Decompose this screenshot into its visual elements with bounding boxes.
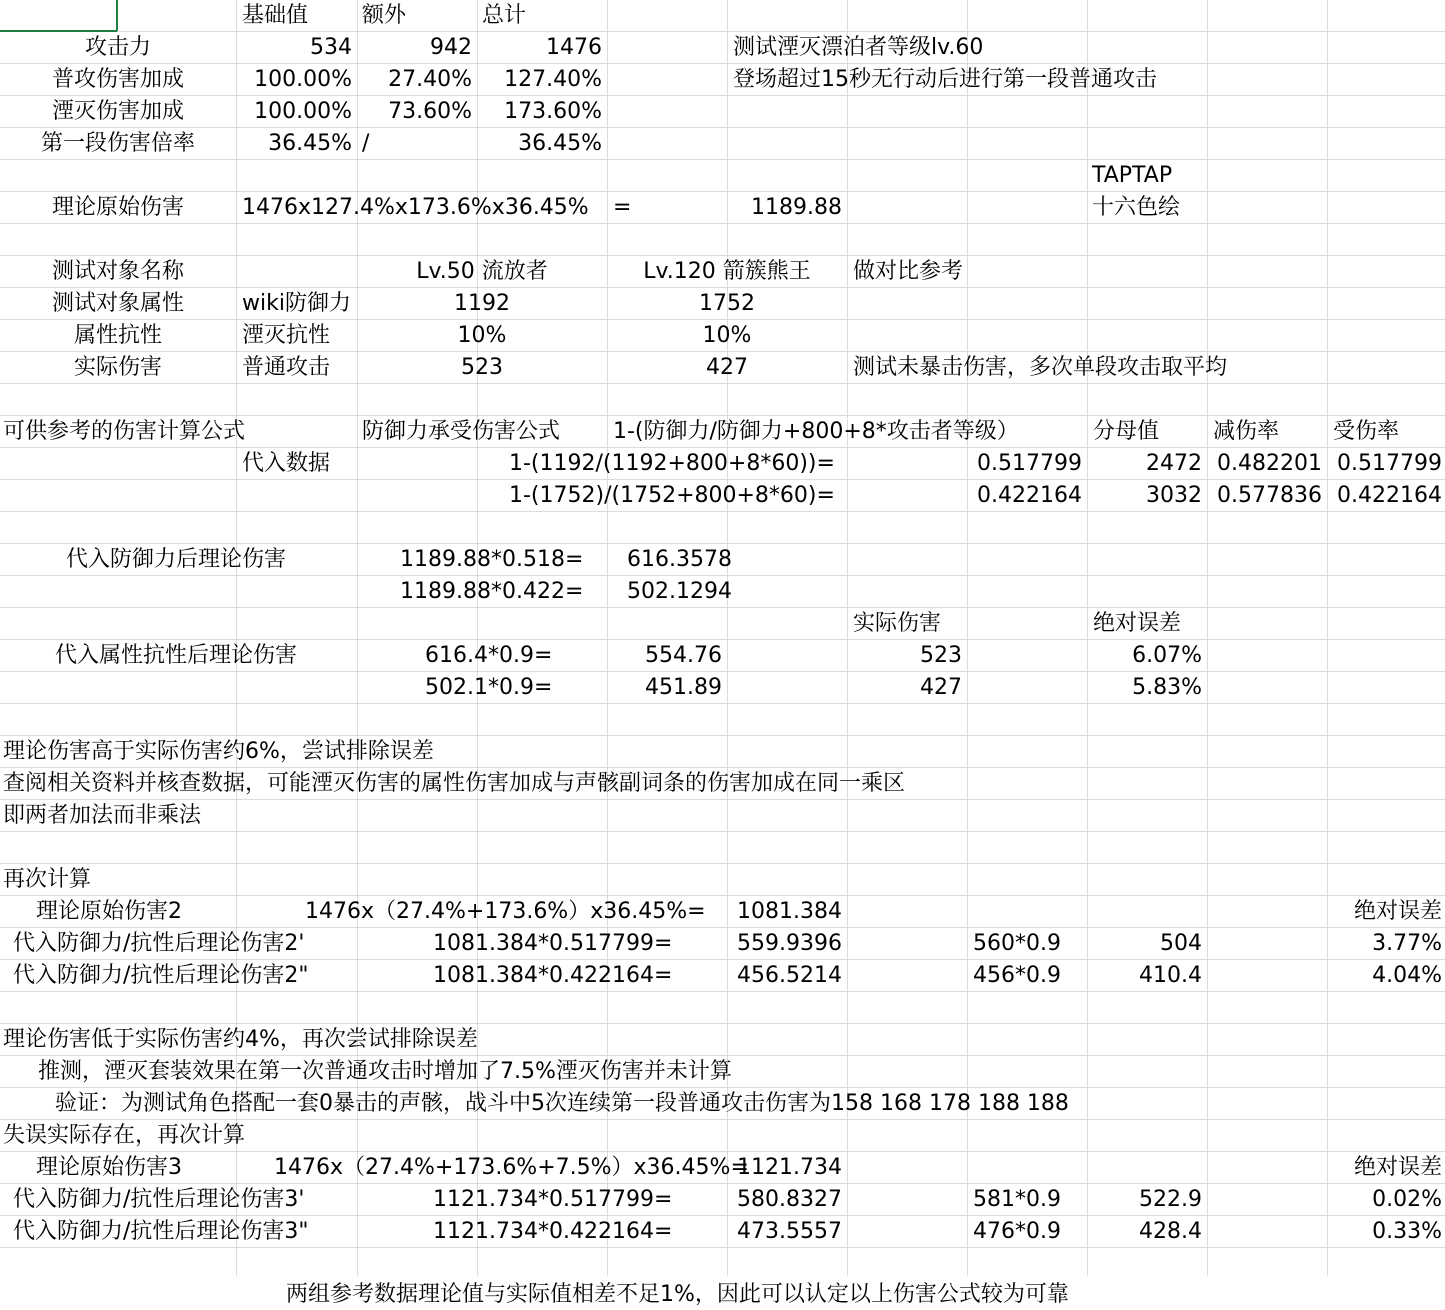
raw-value[interactable]: 1189.88 bbox=[751, 195, 842, 220]
res-label[interactable]: 属性抗性 bbox=[73, 323, 162, 348]
def-expr[interactable]: 1-(1192/(1192+800+8*60))= bbox=[509, 451, 835, 476]
target-2-res[interactable]: 10% bbox=[702, 323, 752, 348]
header-base[interactable]: 基础值 bbox=[242, 3, 309, 28]
analysis-line[interactable]: 理论伤害低于实际伤害约4%，再次尝试排除误差 bbox=[3, 1027, 478, 1052]
formula-label[interactable]: 防御力承受伤害公式 bbox=[362, 419, 561, 444]
analysis-line[interactable]: 理论伤害高于实际伤害约6%，尝试排除误差 bbox=[3, 739, 434, 764]
raw-label[interactable]: 理论原始伤害 bbox=[51, 195, 184, 220]
target-2-dmg[interactable]: 427 bbox=[706, 355, 748, 380]
recalc2-label[interactable]: 代入防御力/抗性后理论伤害2" bbox=[13, 963, 309, 988]
def-taken[interactable]: 0.422164 bbox=[1337, 483, 1442, 508]
after-res-actual[interactable]: 523 bbox=[920, 643, 962, 668]
raw-eq[interactable]: = bbox=[613, 195, 632, 220]
recalc3-value[interactable]: 473.5557 bbox=[737, 1219, 842, 1244]
stat-total[interactable]: 127.40% bbox=[504, 67, 602, 92]
brand-line2[interactable]: 十六色绘 bbox=[1092, 195, 1181, 220]
recalc2-expr[interactable]: 1081.384*0.422164= bbox=[433, 963, 673, 988]
stat-total[interactable]: 173.60% bbox=[504, 99, 602, 124]
def-taken[interactable]: 0.517799 bbox=[1337, 451, 1442, 476]
recalc2-round[interactable]: 456*0.9 bbox=[973, 963, 1061, 988]
col-reduce[interactable]: 减伤率 bbox=[1213, 419, 1280, 444]
target-1-def[interactable]: 1192 bbox=[454, 291, 510, 316]
recalc3-error[interactable]: 0.33% bbox=[1372, 1219, 1442, 1244]
recalc2-error[interactable]: 3.77% bbox=[1372, 931, 1442, 956]
stat-extra[interactable]: / bbox=[362, 131, 370, 156]
analysis-line[interactable]: 推测，湮灭套装效果在第一次普通攻击时增加了7.5%湮灭伤害并未计算 bbox=[38, 1059, 732, 1084]
recalc-title[interactable]: 再次计算 bbox=[3, 867, 92, 892]
after-def-value[interactable]: 616.3578 bbox=[627, 547, 732, 572]
col-denom[interactable]: 分母值 bbox=[1093, 419, 1160, 444]
grid-line bbox=[0, 831, 1445, 832]
stat-base[interactable]: 534 bbox=[310, 35, 352, 60]
target-name-label[interactable]: 测试对象名称 bbox=[51, 259, 184, 284]
raw3-value[interactable]: 1121.734 bbox=[737, 1155, 842, 1180]
header-extra[interactable]: 额外 bbox=[362, 3, 407, 28]
after-res-error[interactable]: 5.83% bbox=[1132, 675, 1202, 700]
analysis-line[interactable]: 查阅相关资料并核查数据，可能湮灭伤害的属性伤害加成与声骸副词条的伤害加成在同一乘区 bbox=[3, 771, 906, 796]
after-res-value[interactable]: 451.89 bbox=[645, 675, 722, 700]
raw2-label[interactable]: 理论原始伤害2 bbox=[36, 899, 182, 924]
col-taken[interactable]: 受伤率 bbox=[1333, 419, 1400, 444]
conclusion[interactable]: 两组参考数据理论值与实际值相差不足1%，因此可以认定以上伤害公式较为可靠 bbox=[286, 1282, 1069, 1307]
recalc3-expr[interactable]: 1121.734*0.422164= bbox=[433, 1219, 673, 1244]
recalc3-final[interactable]: 428.4 bbox=[1139, 1219, 1202, 1244]
grid-line bbox=[0, 895, 1445, 896]
after-res-expr[interactable]: 502.1*0.9= bbox=[425, 675, 553, 700]
after-def-expr[interactable]: 1189.88*0.518= bbox=[400, 547, 584, 572]
recalc3-label[interactable]: 代入防御力/抗性后理论伤害3" bbox=[13, 1219, 309, 1244]
recalc3-round[interactable]: 476*0.9 bbox=[973, 1219, 1061, 1244]
analysis-line[interactable]: 即两者加法而非乘法 bbox=[3, 803, 202, 828]
stat-label[interactable]: 湮灭伤害加成 bbox=[51, 99, 184, 124]
raw-formula[interactable]: 1476x127.4%x173.6%x36.45% bbox=[242, 195, 589, 220]
def-label[interactable]: wiki防御力 bbox=[242, 291, 351, 316]
recalc2-label[interactable]: 代入防御力/抗性后理论伤害2' bbox=[13, 931, 305, 956]
col-error[interactable]: 绝对误差 bbox=[1093, 611, 1182, 636]
after-res-value[interactable]: 554.76 bbox=[645, 643, 722, 668]
raw3-formula[interactable]: 1476x（27.4%+173.6%+7.5%）x36.45%= bbox=[274, 1155, 749, 1180]
recalc2-final[interactable]: 504 bbox=[1160, 931, 1202, 956]
recalc2-value[interactable]: 456.5214 bbox=[737, 963, 842, 988]
analysis-line[interactable]: 验证：为测试角色搭配一套0暴击的声骸，战斗中5次连续第一段普通攻击伤害为158 168 178 188 188 bbox=[55, 1091, 1069, 1116]
target-2-name[interactable]: Lv.120 箭簇熊王 bbox=[643, 259, 811, 284]
def-denom[interactable]: 2472 bbox=[1146, 451, 1202, 476]
dmg-type[interactable]: 普通攻击 bbox=[242, 355, 331, 380]
def-result[interactable]: 0.422164 bbox=[977, 483, 1082, 508]
recalc3-round[interactable]: 581*0.9 bbox=[973, 1187, 1061, 1212]
raw2-formula[interactable]: 1476x（27.4%+173.6%）x36.45%= bbox=[305, 899, 706, 924]
dmg-label[interactable]: 实际伤害 bbox=[73, 355, 162, 380]
stat-extra[interactable]: 27.40% bbox=[388, 67, 472, 92]
sub-label[interactable]: 代入数据 bbox=[242, 451, 331, 476]
stat-base[interactable]: 36.45% bbox=[268, 131, 352, 156]
recalc2-round[interactable]: 560*0.9 bbox=[973, 931, 1061, 956]
after-def-expr[interactable]: 1189.88*0.422= bbox=[400, 579, 584, 604]
raw3-label[interactable]: 理论原始伤害3 bbox=[36, 1155, 182, 1180]
tester-note[interactable]: 测试湮灭漂泊者等级lv.60 bbox=[733, 35, 984, 60]
stat-total[interactable]: 36.45% bbox=[518, 131, 602, 156]
raw2-value[interactable]: 1081.384 bbox=[737, 899, 842, 924]
header-total[interactable]: 总计 bbox=[482, 3, 527, 28]
after-def-label[interactable]: 代入防御力后理论伤害 bbox=[65, 547, 286, 572]
dmg-note[interactable]: 测试未暴击伤害，多次单段攻击取平均 bbox=[853, 355, 1228, 380]
stat-label[interactable]: 第一段伤害倍率 bbox=[40, 131, 195, 156]
selected-cell-border bbox=[116, 0, 118, 31]
target-1-name[interactable]: Lv.50 流放者 bbox=[416, 259, 548, 284]
compare-note[interactable]: 做对比参考 bbox=[853, 259, 964, 284]
recalc2-final[interactable]: 410.4 bbox=[1139, 963, 1202, 988]
stat-base[interactable]: 100.00% bbox=[254, 99, 352, 124]
def-expr[interactable]: 1-(1752)/(1752+800+8*60)= bbox=[509, 483, 835, 508]
recalc2-expr[interactable]: 1081.384*0.517799= bbox=[433, 931, 673, 956]
stat-total[interactable]: 1476 bbox=[546, 35, 602, 60]
target-1-res[interactable]: 10% bbox=[457, 323, 507, 348]
after-res-actual[interactable]: 427 bbox=[920, 675, 962, 700]
def-reduce[interactable]: 0.482201 bbox=[1217, 451, 1322, 476]
after-res-label[interactable]: 代入属性抗性后理论伤害 bbox=[54, 643, 297, 668]
stat-base[interactable]: 100.00% bbox=[254, 67, 352, 92]
after-def-value[interactable]: 502.1294 bbox=[627, 579, 732, 604]
formula-text[interactable]: 1-(防御力/防御力+800+8*攻击者等级） bbox=[613, 419, 1019, 444]
stat-extra[interactable]: 73.60% bbox=[388, 99, 472, 124]
target-attr-label[interactable]: 测试对象属性 bbox=[51, 291, 184, 316]
grid-line bbox=[0, 703, 1445, 704]
stat-extra[interactable]: 942 bbox=[430, 35, 472, 60]
stat-label[interactable]: 普攻伤害加成 bbox=[51, 67, 184, 92]
brand-line1[interactable]: TAPTAP bbox=[1092, 163, 1173, 188]
formula-title[interactable]: 可供参考的伤害计算公式 bbox=[3, 419, 246, 444]
recalc3-label[interactable]: 代入防御力/抗性后理论伤害3' bbox=[13, 1187, 305, 1212]
recalc2-error[interactable]: 4.04% bbox=[1372, 963, 1442, 988]
def-denom[interactable]: 3032 bbox=[1146, 483, 1202, 508]
after-res-expr[interactable]: 616.4*0.9= bbox=[425, 643, 553, 668]
recalc3-expr[interactable]: 1121.734*0.517799= bbox=[433, 1187, 673, 1212]
def-reduce[interactable]: 0.577836 bbox=[1217, 483, 1322, 508]
after-res-error[interactable]: 6.07% bbox=[1132, 643, 1202, 668]
target-2-def[interactable]: 1752 bbox=[699, 291, 755, 316]
raw2-error-label[interactable]: 绝对误差 bbox=[1353, 899, 1442, 924]
stat-label[interactable]: 攻击力 bbox=[84, 35, 151, 60]
condition-note[interactable]: 登场超过15秒无行动后进行第一段普通攻击 bbox=[733, 67, 1157, 92]
grid-line bbox=[0, 863, 1445, 864]
recalc3-error[interactable]: 0.02% bbox=[1372, 1187, 1442, 1212]
col-actual[interactable]: 实际伤害 bbox=[853, 611, 942, 636]
raw3-error-label[interactable]: 绝对误差 bbox=[1353, 1155, 1442, 1180]
recalc2-value[interactable]: 559.9396 bbox=[737, 931, 842, 956]
analysis-line[interactable]: 失误实际存在，再次计算 bbox=[3, 1123, 246, 1148]
recalc3-final[interactable]: 522.9 bbox=[1139, 1187, 1202, 1212]
res-type[interactable]: 湮灭抗性 bbox=[242, 323, 331, 348]
recalc3-value[interactable]: 580.8327 bbox=[737, 1187, 842, 1212]
def-result[interactable]: 0.517799 bbox=[977, 451, 1082, 476]
target-1-dmg[interactable]: 523 bbox=[461, 355, 503, 380]
